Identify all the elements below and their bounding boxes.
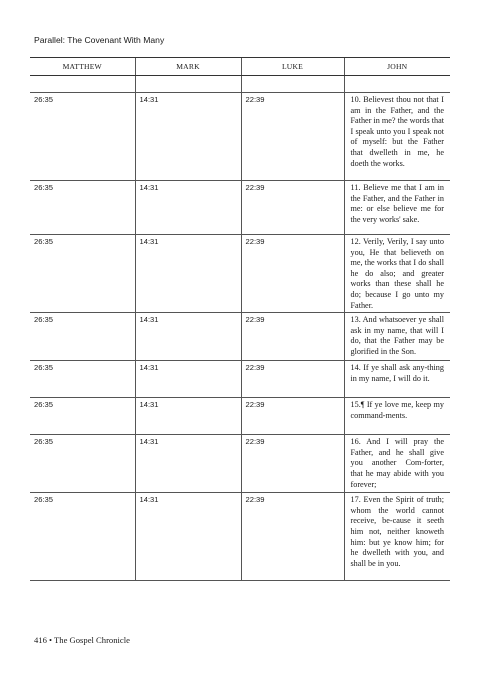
column-header-mark: MARK <box>135 58 241 76</box>
mark-ref: 14:31 <box>135 181 241 235</box>
mark-ref: 14:31 <box>135 435 241 493</box>
matthew-ref: 26:35 <box>30 493 135 581</box>
john-verse: 14. If ye shall ask any-thing in my name, I will do it. <box>344 361 450 398</box>
luke-ref: 22:39 <box>241 235 344 313</box>
john-verse: 16. And I will pray the Father, and he shall give you another Com-forter, that he may abide with you forever; <box>344 435 450 493</box>
matthew-ref: 26:35 <box>30 235 135 313</box>
table-row <box>30 493 450 581</box>
table-row <box>30 181 450 235</box>
matthew-ref: 26:35 <box>30 181 135 235</box>
john-verse: 13. And whatsoever ye shall ask in my name, that will I do, that the Father may be glorified in the Son. <box>344 313 450 361</box>
mark-ref: 14:31 <box>135 493 241 581</box>
table-row <box>30 235 450 313</box>
luke-ref: 22:39 <box>241 398 344 435</box>
table-row <box>30 313 450 361</box>
matthew-ref: 26:35 <box>30 361 135 398</box>
column-header-matthew: MATTHEW <box>30 58 135 76</box>
john-verse: 17. Even the Spirit of truth; whom the world cannot receive, be-cause it seeth him not, neither knoweth him: but ye know him; for he dwelleth with you, and shall be in you. <box>344 493 450 581</box>
matthew-ref: 26:35 <box>30 93 135 181</box>
luke-ref: 22:39 <box>241 93 344 181</box>
luke-ref: 22:39 <box>241 361 344 398</box>
john-verse: 15.¶ If ye love me, keep my command-ments. <box>344 398 450 435</box>
john-verse: 10. Believest thou not that I am in the Father, and the Father in me? the words that I speak unto you I speak not of myself: but the Father that dwelleth in me, he doeth the works. <box>344 93 450 181</box>
mark-ref: 14:31 <box>135 398 241 435</box>
luke-ref: 22:39 <box>241 313 344 361</box>
mark-ref: 14:31 <box>135 361 241 398</box>
table-row <box>30 398 450 435</box>
matthew-ref: 26:35 <box>30 435 135 493</box>
luke-ref: 22:39 <box>241 181 344 235</box>
page-footer: 416 • The Gospel Chronicle <box>34 635 130 645</box>
table-header <box>30 58 450 76</box>
running-head: Parallel: The Covenant With Many <box>34 35 165 45</box>
column-header-john: JOHN <box>344 58 450 76</box>
luke-ref: 22:39 <box>241 493 344 581</box>
mark-ref: 14:31 <box>135 313 241 361</box>
table-row <box>30 93 450 181</box>
luke-ref: 22:39 <box>241 435 344 493</box>
john-verse: 11. Believe me that I am in the Father, and the Father in me: or else believe me for the very works' sake. <box>344 181 450 235</box>
matthew-ref: 26:35 <box>30 313 135 361</box>
table-row <box>30 361 450 398</box>
parallel-table <box>30 57 450 581</box>
column-header-luke: LUKE <box>241 58 344 76</box>
matthew-ref: 26:35 <box>30 398 135 435</box>
header-spacer <box>30 76 450 93</box>
mark-ref: 14:31 <box>135 235 241 313</box>
table-row <box>30 435 450 493</box>
john-verse: 12. Verily, Verily, I say unto you, He that believeth on me, the works that I do shall he do also; and greater works than these shall he do; because I go unto my Father. <box>344 235 450 313</box>
mark-ref: 14:31 <box>135 93 241 181</box>
